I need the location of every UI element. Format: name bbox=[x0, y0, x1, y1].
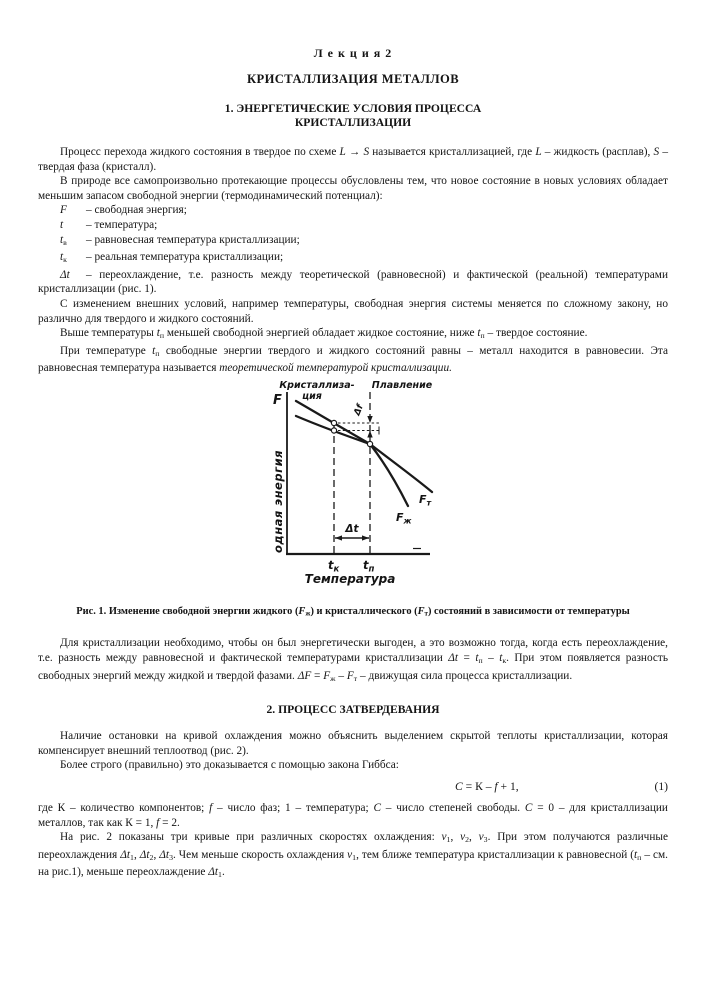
solid-free-energy-curve bbox=[296, 416, 432, 492]
delta-f-arrow-up bbox=[367, 430, 372, 437]
melting-label: Плавление bbox=[371, 379, 433, 391]
definition-item bbox=[38, 203, 668, 218]
tp-tick-label: $t_п$ bbox=[363, 557, 375, 575]
definition-item bbox=[38, 218, 668, 233]
delta-f-arrow-down bbox=[367, 416, 372, 423]
section-1-heading-line2: КРИСТАЛЛИЗАЦИИ bbox=[294, 115, 412, 129]
definition-text: – равновесная температура кристаллизации; bbox=[86, 233, 300, 246]
paragraph-supercooling: Для кристаллизации необходимо, чтобы он был энергетически выгоден, а это возможно тогда, когда есть переохлаждение, т.е. разность между равновесной и фактической температурами кристаллизации Δt = tп – tк. При этом появляется разность свободных энергий между жидкой и твердой фазами. ΔF = Fж – Fт – движущая сила процесса кристаллизации. bbox=[38, 637, 668, 683]
crystallization-label-2: ция bbox=[302, 390, 322, 402]
lecture-number: Л е к ц и я 2 bbox=[313, 46, 393, 60]
document-title: КРИСТАЛЛИЗАЦИЯ МЕТАЛЛОВ bbox=[246, 72, 460, 86]
symbol: tв bbox=[60, 233, 67, 247]
symbol-definitions bbox=[38, 203, 668, 297]
definition-item bbox=[38, 233, 668, 251]
definition-text: – переохлаждение, т.е. разность между теоретической (равновесной) и фактической (реальной) температурами кристаллизации (рис. 1). bbox=[38, 268, 668, 296]
paragraph-conditions: С изменением внешних условий, например температуры, свободная энергия системы меняется по сложному закону, но различно для твердого и жидкого состояний. bbox=[38, 297, 668, 325]
definition-item bbox=[38, 250, 668, 268]
energy-axis-label: одная энергия bbox=[271, 449, 285, 553]
liquid-curve-label: $F_ж$ bbox=[396, 510, 412, 526]
figure-caption: Рис. 1. Изменение свободной энергии жидкого (Fж) и кристаллического (Fт) состояний в зависимости от температуры bbox=[76, 605, 630, 618]
f-axis-label: F bbox=[273, 392, 282, 408]
section-1-heading bbox=[38, 102, 668, 129]
paragraph-gibbs-terms: где К – количество компонентов; f – число фаз; 1 – температура; C – число степеней свободы. C = 0 – для кристаллизации металлов, так как К = 1, f = 2. bbox=[38, 801, 668, 829]
paragraph-cooling-curves: На рис. 2 показаны три кривые при различных скоростях охлаждения: v1, v2, v3. При этом получаются различные переохлаждения Δt1, Δt2, Δt3. Чем меньше скорость охлаждения v1, тем ближе температура кристаллизации к равновесной (tп – см. на рис.1), меньше переохлаждение Δt1. bbox=[38, 831, 668, 880]
equation-1-number: (1) bbox=[654, 779, 668, 793]
solid-point-marker bbox=[331, 428, 336, 433]
crossing-point-marker bbox=[367, 441, 372, 446]
paragraph-latent-heat: Наличие остановки на кривой охлаждения можно объяснить выделением скрытой теплоты кристаллизации, которая компенсирует внешний теплоотвод (рис. 2). bbox=[38, 730, 668, 757]
symbol: F bbox=[60, 204, 67, 217]
equation-1-row bbox=[38, 780, 668, 796]
figure-1 bbox=[262, 379, 468, 596]
delta-f-label: Δf bbox=[352, 403, 366, 418]
section-1-heading-line1: 1. ЭНЕРГЕТИЧЕСКИЕ УСЛОВИЯ ПРОЦЕССА bbox=[224, 102, 482, 115]
paragraph-free-energy: В природе все самопроизвольно протекающие процессы обусловлены тем, что новое состояние в новых условиях обладает меньшим запасом свободной энергии (термодинамический потенциал): bbox=[38, 175, 668, 202]
delta-t-arrow-left bbox=[335, 535, 342, 540]
crystallization-label: Кристаллиза- bbox=[279, 379, 355, 391]
delta-t-arrow-right bbox=[362, 535, 369, 540]
solid-curve-label: $F_т$ bbox=[419, 492, 432, 508]
definition-item bbox=[38, 268, 668, 297]
paragraph-equilibrium: При температуре tп свободные энергии твердого и жидкого состояний равны – металл находится в равновесии. Эта равновесная температура называется теоретической температурой кристаллизации. bbox=[38, 344, 668, 375]
definition-text: – свободная энергия; bbox=[86, 204, 187, 217]
symbol: Δt bbox=[60, 268, 70, 281]
symbol: tк bbox=[60, 251, 67, 265]
symbol: t bbox=[60, 218, 64, 231]
temperature-axis-label: Температура bbox=[304, 571, 396, 586]
liquid-point-marker bbox=[331, 420, 336, 425]
free-energy-diagram bbox=[262, 379, 468, 591]
definition-text: – температура; bbox=[86, 218, 158, 231]
equation-1: C = К – f + 1, bbox=[455, 779, 519, 793]
paragraph-intro: Процесс перехода жидкого состояния в твердое по схеме L → S называется кристаллизацией, где L – жидкость (расплав), S – твердая фаза (кристалл). bbox=[38, 146, 668, 173]
paragraph-above-tp: Выше температуры tп меньшей свободной энергией обладает жидкое состояние, ниже tп – твердое состояние. bbox=[60, 327, 588, 341]
paragraph-gibbs-intro: Более строго (правильно) это доказывается с помощью закона Гиббса: bbox=[60, 759, 399, 772]
tk-tick-label: $t_к$ bbox=[328, 557, 340, 575]
liquid-free-energy-curve bbox=[296, 401, 408, 506]
definition-text: – реальная температура кристаллизации; bbox=[86, 251, 284, 264]
section-2-heading: 2. ПРОЦЕСС ЗАТВЕРДЕВАНИЯ bbox=[266, 703, 440, 717]
delta-t-label: Δt bbox=[345, 522, 359, 535]
